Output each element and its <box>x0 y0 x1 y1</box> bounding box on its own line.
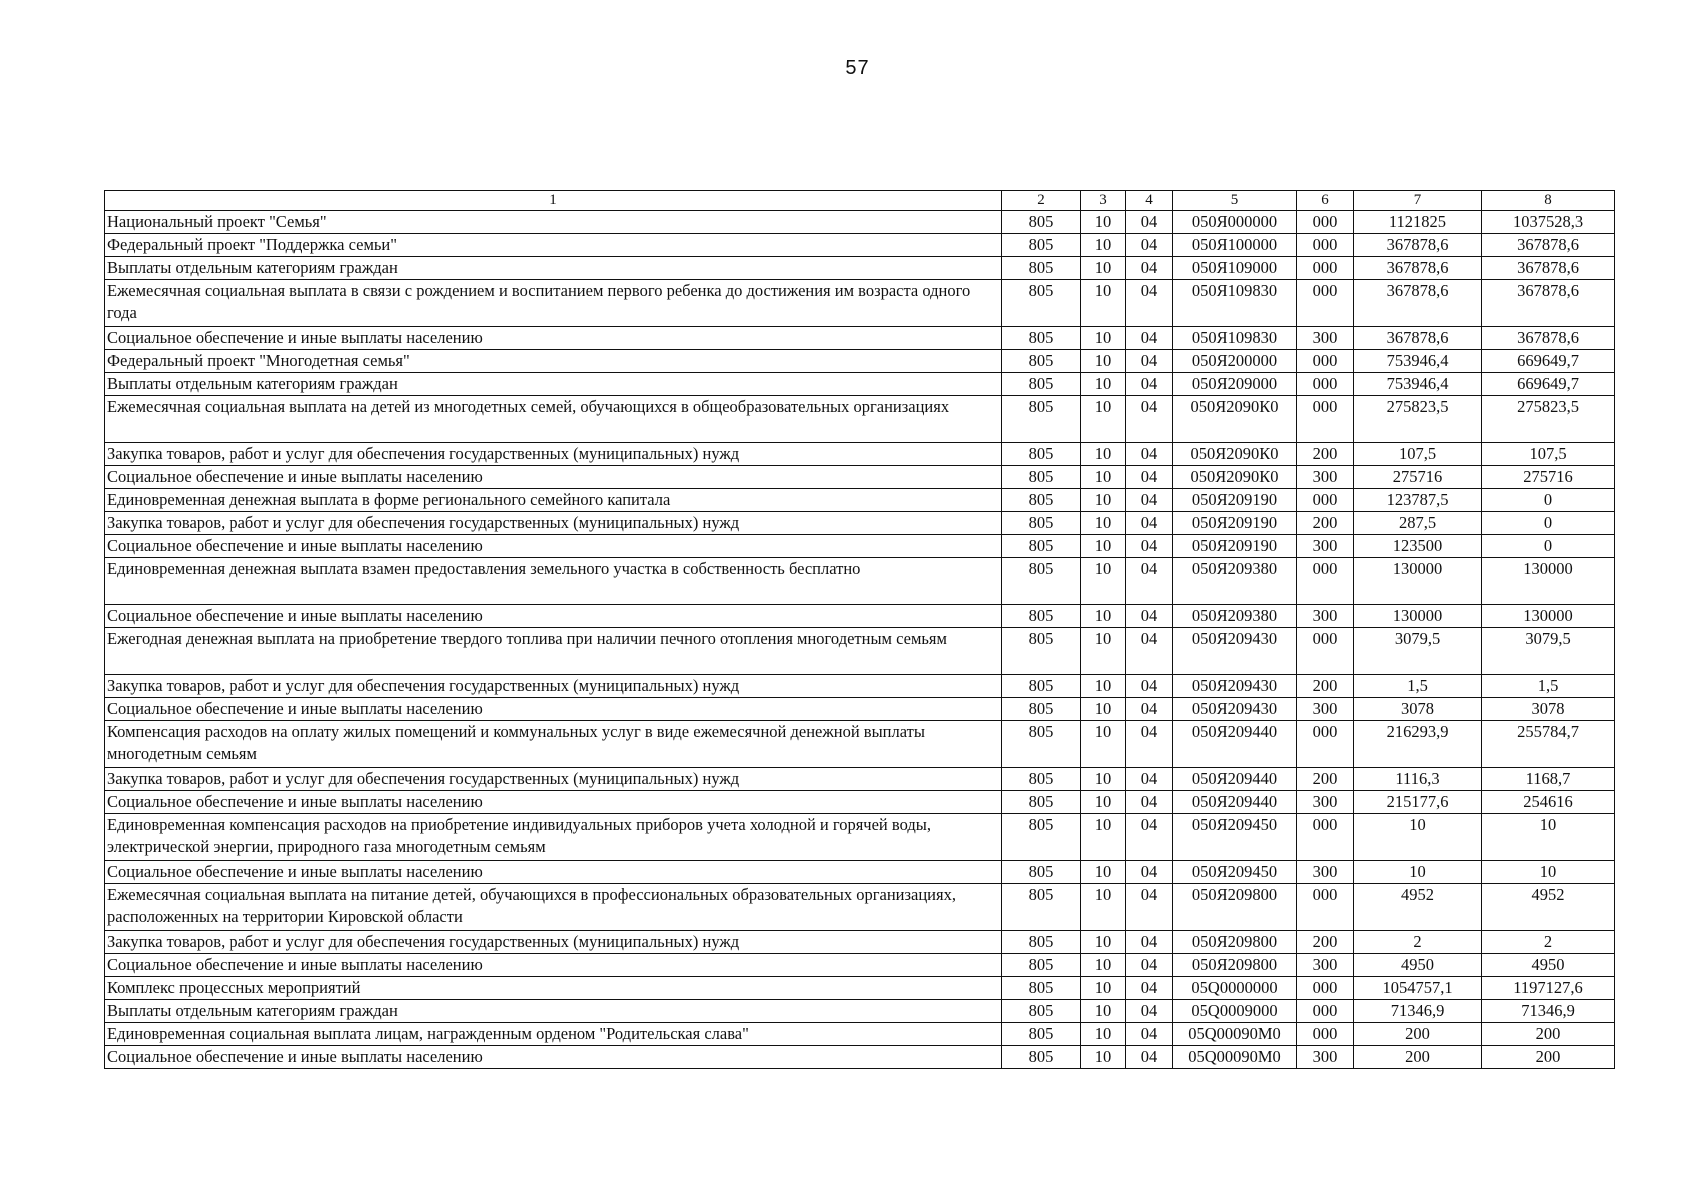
row-amount-col8: 1,5 <box>1482 675 1615 698</box>
row-amount-col7: 275716 <box>1354 466 1482 489</box>
row-name: Комплекс процессных мероприятий <box>105 977 1002 1000</box>
row-name: Ежемесячная социальная выплата в связи с рождением и воспитанием первого ребенка до достижения им возраста одного года <box>105 280 1002 327</box>
row-name: Единовременная денежная выплата в форме регионального семейного капитала <box>105 489 1002 512</box>
row-code-subsection: 04 <box>1126 396 1173 443</box>
row-code-subsection: 04 <box>1126 373 1173 396</box>
row-name: Социальное обеспечение и иные выплаты населению <box>105 466 1002 489</box>
row-code-expense-type: 000 <box>1297 257 1354 280</box>
row-amount-col7: 1116,3 <box>1354 768 1482 791</box>
row-amount-col8: 1197127,6 <box>1482 977 1615 1000</box>
row-name: Закупка товаров, работ и услуг для обеспечения государственных (муниципальных) нужд <box>105 931 1002 954</box>
row-code-section: 10 <box>1081 791 1126 814</box>
row-amount-col8: 254616 <box>1482 791 1615 814</box>
row-code-subsection: 04 <box>1126 234 1173 257</box>
row-code-ministry: 805 <box>1002 373 1081 396</box>
row-name: Ежемесячная социальная выплата на питание детей, обучающихся в профессиональных образовательных организациях, расположенных на территории Кировской области <box>105 884 1002 931</box>
row-amount-col8: 1037528,3 <box>1482 211 1615 234</box>
table-row <box>105 1000 1615 1023</box>
row-code-subsection: 04 <box>1126 768 1173 791</box>
table-row <box>105 350 1615 373</box>
table-row <box>105 466 1615 489</box>
row-code-target: 050Я209000 <box>1173 373 1297 396</box>
row-code-section: 10 <box>1081 977 1126 1000</box>
budget-table <box>104 190 1615 1069</box>
row-code-subsection: 04 <box>1126 327 1173 350</box>
row-amount-col8: 200 <box>1482 1046 1615 1069</box>
table-row <box>105 512 1615 535</box>
row-code-target: 050Я209450 <box>1173 861 1297 884</box>
row-amount-col8: 0 <box>1482 535 1615 558</box>
row-amount-col8: 2 <box>1482 931 1615 954</box>
row-code-expense-type: 300 <box>1297 954 1354 977</box>
table-row <box>105 327 1615 350</box>
row-code-expense-type: 300 <box>1297 698 1354 721</box>
row-amount-col7: 10 <box>1354 861 1482 884</box>
table-row <box>105 721 1615 768</box>
row-amount-col8: 669649,7 <box>1482 373 1615 396</box>
row-code-ministry: 805 <box>1002 814 1081 861</box>
row-amount-col8: 367878,6 <box>1482 257 1615 280</box>
page-number: 57 <box>845 57 870 79</box>
row-code-target: 050Я209430 <box>1173 698 1297 721</box>
row-name: Выплаты отдельным категориям граждан <box>105 373 1002 396</box>
row-code-ministry: 805 <box>1002 443 1081 466</box>
row-code-subsection: 04 <box>1126 791 1173 814</box>
row-code-target: 050Я2090К0 <box>1173 466 1297 489</box>
row-code-expense-type: 300 <box>1297 466 1354 489</box>
row-amount-col8: 200 <box>1482 1023 1615 1046</box>
row-code-target: 050Я209430 <box>1173 675 1297 698</box>
row-code-subsection: 04 <box>1126 1023 1173 1046</box>
row-name: Выплаты отдельным категориям граждан <box>105 1000 1002 1023</box>
row-code-target: 050Я000000 <box>1173 211 1297 234</box>
row-code-ministry: 805 <box>1002 512 1081 535</box>
header-row <box>105 191 1615 211</box>
row-code-ministry: 805 <box>1002 257 1081 280</box>
row-code-section: 10 <box>1081 1046 1126 1069</box>
row-code-section: 10 <box>1081 814 1126 861</box>
column-header: 3 <box>1081 191 1126 211</box>
column-header: 5 <box>1173 191 1297 211</box>
row-amount-col8: 10 <box>1482 861 1615 884</box>
row-code-subsection: 04 <box>1126 884 1173 931</box>
row-amount-col8: 255784,7 <box>1482 721 1615 768</box>
row-code-expense-type: 000 <box>1297 884 1354 931</box>
row-code-target: 050Я209440 <box>1173 721 1297 768</box>
row-code-ministry: 805 <box>1002 280 1081 327</box>
row-amount-col8: 275823,5 <box>1482 396 1615 443</box>
row-code-expense-type: 300 <box>1297 327 1354 350</box>
row-amount-col7: 367878,6 <box>1354 280 1482 327</box>
row-code-expense-type: 000 <box>1297 1023 1354 1046</box>
table-row <box>105 443 1615 466</box>
row-amount-col7: 1054757,1 <box>1354 977 1482 1000</box>
row-name: Единовременная социальная выплата лицам, награжденным орденом "Родительская слава" <box>105 1023 1002 1046</box>
row-name: Социальное обеспечение и иные выплаты населению <box>105 698 1002 721</box>
row-code-section: 10 <box>1081 512 1126 535</box>
row-code-ministry: 805 <box>1002 931 1081 954</box>
row-amount-col8: 1168,7 <box>1482 768 1615 791</box>
column-header: 4 <box>1126 191 1173 211</box>
row-code-ministry: 805 <box>1002 675 1081 698</box>
row-name: Социальное обеспечение и иные выплаты населению <box>105 327 1002 350</box>
row-amount-col8: 3078 <box>1482 698 1615 721</box>
row-code-subsection: 04 <box>1126 1000 1173 1023</box>
row-code-subsection: 04 <box>1126 350 1173 373</box>
row-code-target: 050Я209450 <box>1173 814 1297 861</box>
row-code-target: 05Q00090М0 <box>1173 1046 1297 1069</box>
row-code-ministry: 805 <box>1002 1000 1081 1023</box>
row-name: Социальное обеспечение и иные выплаты населению <box>105 954 1002 977</box>
row-code-section: 10 <box>1081 373 1126 396</box>
row-code-section: 10 <box>1081 605 1126 628</box>
row-code-expense-type: 000 <box>1297 628 1354 675</box>
row-amount-col8: 130000 <box>1482 558 1615 605</box>
table-row <box>105 489 1615 512</box>
row-code-ministry: 805 <box>1002 721 1081 768</box>
row-code-target: 050Я100000 <box>1173 234 1297 257</box>
row-code-ministry: 805 <box>1002 977 1081 1000</box>
row-code-subsection: 04 <box>1126 954 1173 977</box>
table-row <box>105 1023 1615 1046</box>
row-code-expense-type: 000 <box>1297 558 1354 605</box>
row-code-expense-type: 000 <box>1297 350 1354 373</box>
column-header: 7 <box>1354 191 1482 211</box>
row-amount-col7: 287,5 <box>1354 512 1482 535</box>
row-amount-col7: 2 <box>1354 931 1482 954</box>
row-code-expense-type: 300 <box>1297 791 1354 814</box>
row-code-subsection: 04 <box>1126 211 1173 234</box>
row-code-expense-type: 200 <box>1297 512 1354 535</box>
column-header: 8 <box>1482 191 1615 211</box>
row-amount-col7: 215177,6 <box>1354 791 1482 814</box>
row-code-target: 050Я209800 <box>1173 931 1297 954</box>
row-amount-col8: 107,5 <box>1482 443 1615 466</box>
row-code-subsection: 04 <box>1126 280 1173 327</box>
row-code-target: 050Я109830 <box>1173 280 1297 327</box>
row-amount-col7: 3079,5 <box>1354 628 1482 675</box>
row-code-expense-type: 300 <box>1297 1046 1354 1069</box>
row-code-ministry: 805 <box>1002 234 1081 257</box>
row-code-section: 10 <box>1081 1000 1126 1023</box>
row-code-target: 050Я200000 <box>1173 350 1297 373</box>
table-row <box>105 698 1615 721</box>
row-code-expense-type: 200 <box>1297 675 1354 698</box>
row-code-target: 050Я2090К0 <box>1173 443 1297 466</box>
table-row <box>105 814 1615 861</box>
row-name: Выплаты отдельным категориям граждан <box>105 257 1002 280</box>
row-name: Закупка товаров, работ и услуг для обеспечения государственных (муниципальных) нужд <box>105 768 1002 791</box>
row-code-subsection: 04 <box>1126 931 1173 954</box>
row-name: Федеральный проект "Поддержка семьи" <box>105 234 1002 257</box>
row-code-expense-type: 300 <box>1297 605 1354 628</box>
row-code-section: 10 <box>1081 211 1126 234</box>
row-code-section: 10 <box>1081 698 1126 721</box>
row-code-section: 10 <box>1081 257 1126 280</box>
row-amount-col7: 753946,4 <box>1354 350 1482 373</box>
row-code-ministry: 805 <box>1002 698 1081 721</box>
row-amount-col7: 71346,9 <box>1354 1000 1482 1023</box>
row-code-expense-type: 200 <box>1297 931 1354 954</box>
row-code-section: 10 <box>1081 884 1126 931</box>
row-amount-col8: 10 <box>1482 814 1615 861</box>
row-code-subsection: 04 <box>1126 443 1173 466</box>
row-amount-col7: 3078 <box>1354 698 1482 721</box>
row-name: Закупка товаров, работ и услуг для обеспечения государственных (муниципальных) нужд <box>105 443 1002 466</box>
row-amount-col8: 669649,7 <box>1482 350 1615 373</box>
row-code-ministry: 805 <box>1002 861 1081 884</box>
row-code-subsection: 04 <box>1126 628 1173 675</box>
row-code-subsection: 04 <box>1126 489 1173 512</box>
row-code-expense-type: 000 <box>1297 721 1354 768</box>
column-header: 1 <box>105 191 1002 211</box>
row-code-ministry: 805 <box>1002 791 1081 814</box>
row-code-section: 10 <box>1081 466 1126 489</box>
row-amount-col7: 367878,6 <box>1354 327 1482 350</box>
table-row <box>105 234 1615 257</box>
row-code-ministry: 805 <box>1002 350 1081 373</box>
row-code-subsection: 04 <box>1126 814 1173 861</box>
row-code-expense-type: 000 <box>1297 211 1354 234</box>
row-code-expense-type: 200 <box>1297 768 1354 791</box>
row-code-expense-type: 300 <box>1297 535 1354 558</box>
row-amount-col8: 367878,6 <box>1482 234 1615 257</box>
row-amount-col8: 3079,5 <box>1482 628 1615 675</box>
row-code-target: 050Я209440 <box>1173 791 1297 814</box>
row-amount-col8: 4952 <box>1482 884 1615 931</box>
row-code-ministry: 805 <box>1002 768 1081 791</box>
table-row <box>105 605 1615 628</box>
row-code-target: 050Я209190 <box>1173 535 1297 558</box>
row-code-section: 10 <box>1081 675 1126 698</box>
row-code-target: 05Q00090М0 <box>1173 1023 1297 1046</box>
table-row <box>105 977 1615 1000</box>
row-code-ministry: 805 <box>1002 327 1081 350</box>
row-code-ministry: 805 <box>1002 884 1081 931</box>
table-row <box>105 675 1615 698</box>
row-code-section: 10 <box>1081 558 1126 605</box>
table-row <box>105 535 1615 558</box>
row-name: Социальное обеспечение и иные выплаты населению <box>105 791 1002 814</box>
row-name: Социальное обеспечение и иные выплаты населению <box>105 1046 1002 1069</box>
row-code-target: 050Я209190 <box>1173 489 1297 512</box>
column-header: 6 <box>1297 191 1354 211</box>
table-body <box>105 211 1615 1069</box>
row-code-section: 10 <box>1081 721 1126 768</box>
table-row <box>105 280 1615 327</box>
row-code-target: 050Я209800 <box>1173 884 1297 931</box>
row-amount-col8: 275716 <box>1482 466 1615 489</box>
row-amount-col7: 216293,9 <box>1354 721 1482 768</box>
row-amount-col7: 367878,6 <box>1354 234 1482 257</box>
row-code-section: 10 <box>1081 396 1126 443</box>
row-code-section: 10 <box>1081 1023 1126 1046</box>
table-row <box>105 861 1615 884</box>
row-code-ministry: 805 <box>1002 466 1081 489</box>
row-code-subsection: 04 <box>1126 257 1173 280</box>
table-row <box>105 931 1615 954</box>
row-amount-col8: 0 <box>1482 489 1615 512</box>
row-amount-col7: 123500 <box>1354 535 1482 558</box>
row-amount-col7: 367878,6 <box>1354 257 1482 280</box>
row-amount-col8: 0 <box>1482 512 1615 535</box>
table-row <box>105 211 1615 234</box>
row-code-subsection: 04 <box>1126 721 1173 768</box>
row-code-subsection: 04 <box>1126 605 1173 628</box>
row-code-section: 10 <box>1081 535 1126 558</box>
row-amount-col7: 200 <box>1354 1046 1482 1069</box>
row-code-ministry: 805 <box>1002 628 1081 675</box>
row-amount-col8: 4950 <box>1482 954 1615 977</box>
row-code-target: 050Я209380 <box>1173 558 1297 605</box>
row-code-target: 050Я209800 <box>1173 954 1297 977</box>
row-name: Единовременная компенсация расходов на приобретение индивидуальных приборов учета холодной и горячей воды, электрической энергии, природного газа многодетным семьям <box>105 814 1002 861</box>
row-name: Федеральный проект "Многодетная семья" <box>105 350 1002 373</box>
row-name: Компенсация расходов на оплату жилых помещений и коммунальных услуг в виде ежемесячной денежной выплаты многодетным семьям <box>105 721 1002 768</box>
row-amount-col8: 71346,9 <box>1482 1000 1615 1023</box>
row-code-target: 050Я109830 <box>1173 327 1297 350</box>
row-amount-col7: 200 <box>1354 1023 1482 1046</box>
row-code-section: 10 <box>1081 931 1126 954</box>
row-amount-col7: 123787,5 <box>1354 489 1482 512</box>
row-code-expense-type: 000 <box>1297 373 1354 396</box>
row-code-section: 10 <box>1081 628 1126 675</box>
row-code-section: 10 <box>1081 768 1126 791</box>
table-row <box>105 396 1615 443</box>
row-code-ministry: 805 <box>1002 558 1081 605</box>
table-row <box>105 628 1615 675</box>
row-code-expense-type: 000 <box>1297 234 1354 257</box>
row-code-subsection: 04 <box>1126 675 1173 698</box>
row-code-expense-type: 000 <box>1297 396 1354 443</box>
row-name: Социальное обеспечение и иные выплаты населению <box>105 605 1002 628</box>
table-row <box>105 791 1615 814</box>
row-code-expense-type: 000 <box>1297 489 1354 512</box>
row-amount-col8: 367878,6 <box>1482 280 1615 327</box>
row-code-subsection: 04 <box>1126 466 1173 489</box>
row-code-section: 10 <box>1081 954 1126 977</box>
row-code-section: 10 <box>1081 234 1126 257</box>
row-name: Единовременная денежная выплата взамен предоставления земельного участка в собственность бесплатно <box>105 558 1002 605</box>
row-code-ministry: 805 <box>1002 211 1081 234</box>
row-code-ministry: 805 <box>1002 954 1081 977</box>
row-code-section: 10 <box>1081 280 1126 327</box>
row-code-section: 10 <box>1081 861 1126 884</box>
row-name: Социальное обеспечение и иные выплаты населению <box>105 861 1002 884</box>
row-name: Социальное обеспечение и иные выплаты населению <box>105 535 1002 558</box>
row-code-expense-type: 000 <box>1297 1000 1354 1023</box>
table-row <box>105 1046 1615 1069</box>
row-code-subsection: 04 <box>1126 558 1173 605</box>
table-row <box>105 768 1615 791</box>
row-code-expense-type: 000 <box>1297 280 1354 327</box>
row-code-target: 050Я209430 <box>1173 628 1297 675</box>
table-row <box>105 373 1615 396</box>
row-code-target: 050Я209380 <box>1173 605 1297 628</box>
row-name: Закупка товаров, работ и услуг для обеспечения государственных (муниципальных) нужд <box>105 675 1002 698</box>
row-name: Закупка товаров, работ и услуг для обеспечения государственных (муниципальных) нужд <box>105 512 1002 535</box>
row-code-expense-type: 000 <box>1297 977 1354 1000</box>
row-amount-col8: 130000 <box>1482 605 1615 628</box>
row-code-expense-type: 000 <box>1297 814 1354 861</box>
row-code-subsection: 04 <box>1126 698 1173 721</box>
row-name: Ежемесячная социальная выплата на детей из многодетных семей, обучающихся в общеобразовательных организациях <box>105 396 1002 443</box>
row-name: Ежегодная денежная выплата на приобретение твердого топлива при наличии печного отопления многодетным семьям <box>105 628 1002 675</box>
column-header: 2 <box>1002 191 1081 211</box>
row-code-ministry: 805 <box>1002 1046 1081 1069</box>
row-code-section: 10 <box>1081 443 1126 466</box>
table-row <box>105 884 1615 931</box>
row-code-target: 050Я109000 <box>1173 257 1297 280</box>
row-code-subsection: 04 <box>1126 535 1173 558</box>
row-code-target: 050Я209190 <box>1173 512 1297 535</box>
row-code-ministry: 805 <box>1002 535 1081 558</box>
row-code-ministry: 805 <box>1002 489 1081 512</box>
row-amount-col8: 367878,6 <box>1482 327 1615 350</box>
row-code-expense-type: 200 <box>1297 443 1354 466</box>
row-code-ministry: 805 <box>1002 1023 1081 1046</box>
row-code-ministry: 805 <box>1002 605 1081 628</box>
row-code-target: 050Я2090К0 <box>1173 396 1297 443</box>
row-code-target: 05Q0009000 <box>1173 1000 1297 1023</box>
row-code-target: 05Q0000000 <box>1173 977 1297 1000</box>
row-code-section: 10 <box>1081 350 1126 373</box>
row-code-target: 050Я209440 <box>1173 768 1297 791</box>
row-code-ministry: 805 <box>1002 396 1081 443</box>
row-amount-col7: 107,5 <box>1354 443 1482 466</box>
row-name: Национальный проект "Семья" <box>105 211 1002 234</box>
row-amount-col7: 1121825 <box>1354 211 1482 234</box>
row-code-section: 10 <box>1081 327 1126 350</box>
row-code-subsection: 04 <box>1126 977 1173 1000</box>
table-row <box>105 954 1615 977</box>
row-amount-col7: 275823,5 <box>1354 396 1482 443</box>
row-code-section: 10 <box>1081 489 1126 512</box>
table-row <box>105 257 1615 280</box>
row-code-expense-type: 300 <box>1297 861 1354 884</box>
row-code-subsection: 04 <box>1126 1046 1173 1069</box>
row-amount-col7: 753946,4 <box>1354 373 1482 396</box>
row-code-subsection: 04 <box>1126 512 1173 535</box>
row-amount-col7: 10 <box>1354 814 1482 861</box>
row-code-subsection: 04 <box>1126 861 1173 884</box>
row-amount-col7: 130000 <box>1354 605 1482 628</box>
row-amount-col7: 4950 <box>1354 954 1482 977</box>
row-amount-col7: 1,5 <box>1354 675 1482 698</box>
row-amount-col7: 130000 <box>1354 558 1482 605</box>
table-row <box>105 558 1615 605</box>
row-amount-col7: 4952 <box>1354 884 1482 931</box>
